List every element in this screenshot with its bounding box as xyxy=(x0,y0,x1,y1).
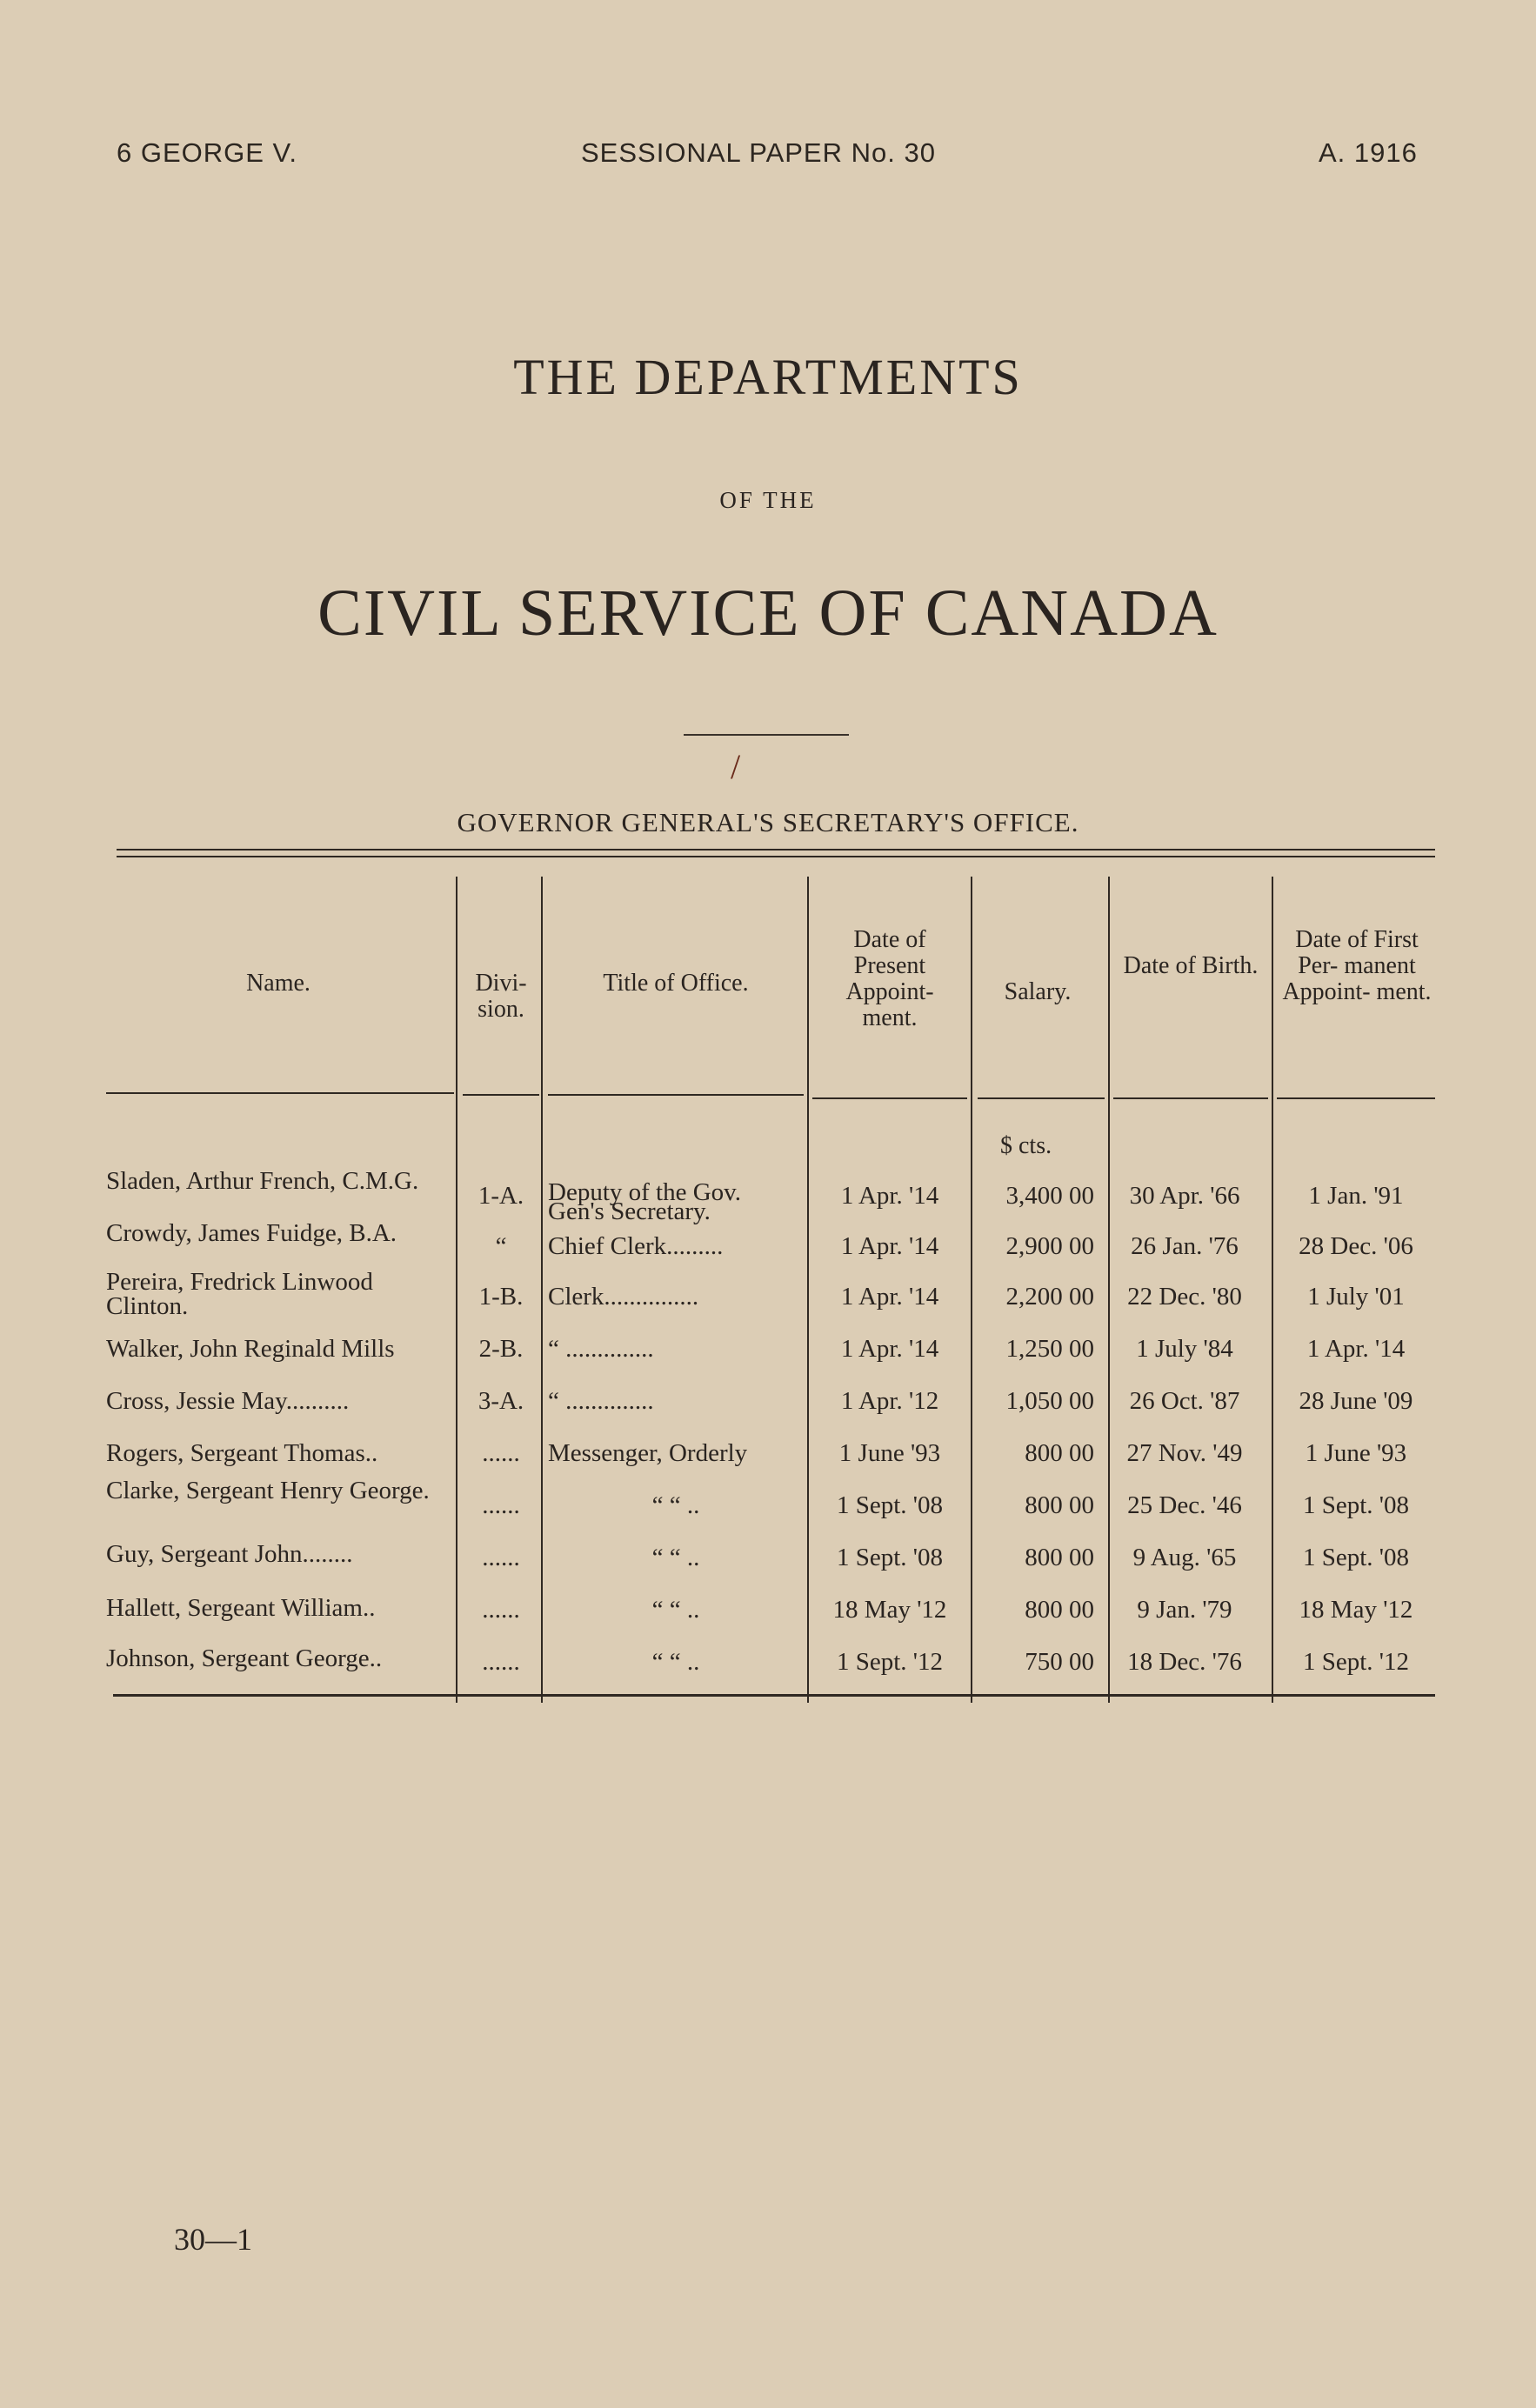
cell-division: ...... xyxy=(482,1439,520,1467)
cell-birth: 18 Dec. '76 xyxy=(1127,1648,1242,1676)
cell-name: Johnson, Sergeant George.. xyxy=(106,1644,383,1672)
cell-salary: 800 00 xyxy=(1025,1439,1094,1467)
cell-first-appointment: 1 Sept. '08 xyxy=(1302,1491,1410,1519)
header-rule-first xyxy=(1277,1097,1435,1099)
header-name: Name. xyxy=(246,970,311,997)
cell-division: ...... xyxy=(482,1596,520,1624)
cell-division: 1-B. xyxy=(478,1283,524,1311)
running-head-right: A. 1916 xyxy=(1319,137,1418,168)
cell-title: “ “ .. xyxy=(651,1648,700,1676)
cell-present-appointment: 1 Apr. '14 xyxy=(840,1335,939,1363)
running-head-center: SESSIONAL PAPER No. 30 xyxy=(581,137,936,168)
cell-name: Rogers, Sergeant Thomas.. xyxy=(106,1439,378,1467)
title-main: THE DEPARTMENTS xyxy=(513,349,1023,405)
cell-title: “ .............. xyxy=(548,1335,654,1363)
cell-first-appointment: 1 Apr. '14 xyxy=(1306,1335,1406,1363)
pen-mark: / xyxy=(731,747,741,786)
cell-name: Crowdy, James Fuidge, B.A. xyxy=(106,1219,397,1247)
header-rule-division xyxy=(463,1094,539,1096)
cell-salary: 800 00 xyxy=(1025,1596,1094,1624)
cell-title: Chief Clerk......... xyxy=(548,1232,724,1260)
cell-salary: 2,200 00 xyxy=(1005,1283,1094,1311)
header-rule-name xyxy=(106,1092,454,1094)
title-civil-service: CIVIL SERVICE OF CANADA xyxy=(317,577,1219,650)
cell-present-appointment: 1 Apr. '14 xyxy=(840,1283,939,1311)
page-number: 30—1 xyxy=(174,2222,252,2257)
cell-division: 1-A. xyxy=(477,1182,524,1210)
cell-birth: 26 Jan. '76 xyxy=(1131,1232,1239,1260)
cell-present-appointment: 1 Sept. '08 xyxy=(836,1544,944,1571)
cell-title: “ “ .. xyxy=(651,1596,700,1624)
table-top-rule-double xyxy=(117,856,1435,857)
column-divider xyxy=(1272,877,1273,1703)
cell-first-appointment: 1 Sept. '08 xyxy=(1302,1544,1410,1571)
header-division: Divi- sion. xyxy=(475,970,527,1023)
cell-title: “ “ .. xyxy=(651,1544,700,1571)
salary-units: $ cts. xyxy=(1000,1132,1052,1159)
cell-name: Sladen, Arthur French, C.M.G. xyxy=(106,1167,419,1195)
cell-title: “ .............. xyxy=(548,1387,654,1415)
cell-birth: 26 Oct. '87 xyxy=(1129,1387,1240,1415)
cell-division: ...... xyxy=(482,1544,520,1571)
cell-salary: 1,250 00 xyxy=(1005,1335,1094,1363)
cell-name: Guy, Sergeant John........ xyxy=(106,1540,353,1568)
cell-present-appointment: 18 May '12 xyxy=(832,1596,947,1624)
cell-name: Hallett, Sergeant William.. xyxy=(106,1594,376,1622)
cell-salary: 750 00 xyxy=(1025,1648,1094,1676)
cell-present-appointment: 1 Sept. '08 xyxy=(836,1491,944,1519)
cell-title: Clerk............... xyxy=(548,1283,699,1311)
header-first-appointment: Date of First Per- manent Appoint- ment. xyxy=(1282,926,1432,1005)
cell-birth: 25 Dec. '46 xyxy=(1127,1491,1242,1519)
column-divider xyxy=(807,877,809,1703)
cell-present-appointment: 1 Sept. '12 xyxy=(836,1648,944,1676)
cell-name: Walker, John Reginald Mills xyxy=(106,1335,395,1363)
cell-first-appointment: 1 July '01 xyxy=(1307,1283,1405,1311)
cell-present-appointment: 1 Apr. '14 xyxy=(840,1232,939,1260)
header-salary: Salary. xyxy=(1004,978,1072,1005)
header-rule-present xyxy=(812,1097,967,1099)
title-divider xyxy=(684,734,849,736)
table-top-rule xyxy=(117,849,1435,850)
column-divider xyxy=(456,877,457,1703)
cell-title: Messenger, Orderly xyxy=(548,1439,748,1467)
cell-present-appointment: 1 Apr. '12 xyxy=(840,1387,939,1415)
header-birth: Date of Birth. xyxy=(1123,952,1259,979)
column-divider xyxy=(541,877,543,1703)
cell-division: “ xyxy=(495,1232,507,1260)
cell-first-appointment: 28 June '09 xyxy=(1299,1387,1413,1415)
cell-first-appointment: 1 June '93 xyxy=(1305,1439,1407,1467)
header-rule-salary xyxy=(978,1097,1105,1099)
cell-division: ...... xyxy=(482,1648,520,1676)
cell-salary: 2,900 00 xyxy=(1005,1232,1094,1260)
header-title: Title of Office. xyxy=(603,970,749,997)
cell-division: ...... xyxy=(482,1491,520,1519)
cell-division: 3-A. xyxy=(477,1387,524,1415)
cell-title: Deputy of the Gov. Gen's Secretary. xyxy=(548,1178,742,1225)
cell-birth: 9 Jan. '79 xyxy=(1137,1596,1232,1624)
cell-first-appointment: 1 Sept. '12 xyxy=(1302,1648,1410,1676)
cell-salary: 3,400 00 xyxy=(1005,1182,1094,1210)
header-rule-title xyxy=(548,1094,804,1096)
cell-salary: 800 00 xyxy=(1025,1491,1094,1519)
cell-name: Clarke, Sergeant Henry George. xyxy=(106,1477,430,1504)
office-title: GOVERNOR GENERAL'S SECRETARY'S OFFICE. xyxy=(457,807,1079,837)
cell-birth: 9 Aug. '65 xyxy=(1132,1544,1237,1571)
running-head-left: 6 GEORGE V. xyxy=(117,137,297,168)
cell-salary: 800 00 xyxy=(1025,1544,1094,1571)
cell-birth: 1 July '84 xyxy=(1136,1335,1233,1363)
cell-title: “ “ .. xyxy=(651,1491,700,1519)
cell-birth: 27 Nov. '49 xyxy=(1126,1439,1243,1467)
cell-first-appointment: 1 Jan. '91 xyxy=(1308,1182,1404,1210)
cell-first-appointment: 28 Dec. '06 xyxy=(1299,1232,1413,1260)
header-rule-birth xyxy=(1113,1097,1268,1099)
cell-first-appointment: 18 May '12 xyxy=(1299,1596,1413,1624)
cell-name: Pereira, Fredrick Linwood Clinton. xyxy=(106,1268,373,1320)
cell-present-appointment: 1 Apr. '14 xyxy=(840,1182,939,1210)
cell-present-appointment: 1 June '93 xyxy=(838,1439,941,1467)
cell-name: Cross, Jessie May.......... xyxy=(106,1387,350,1415)
table-bottom-rule xyxy=(113,1694,1435,1697)
cell-division: 2-B. xyxy=(478,1335,524,1363)
header-present-appointment: Date of Present Appoint- ment. xyxy=(845,926,934,1031)
cell-birth: 30 Apr. '66 xyxy=(1129,1182,1240,1210)
cell-salary: 1,050 00 xyxy=(1005,1387,1094,1415)
title-of: OF THE xyxy=(719,487,817,513)
cell-birth: 22 Dec. '80 xyxy=(1127,1283,1242,1311)
